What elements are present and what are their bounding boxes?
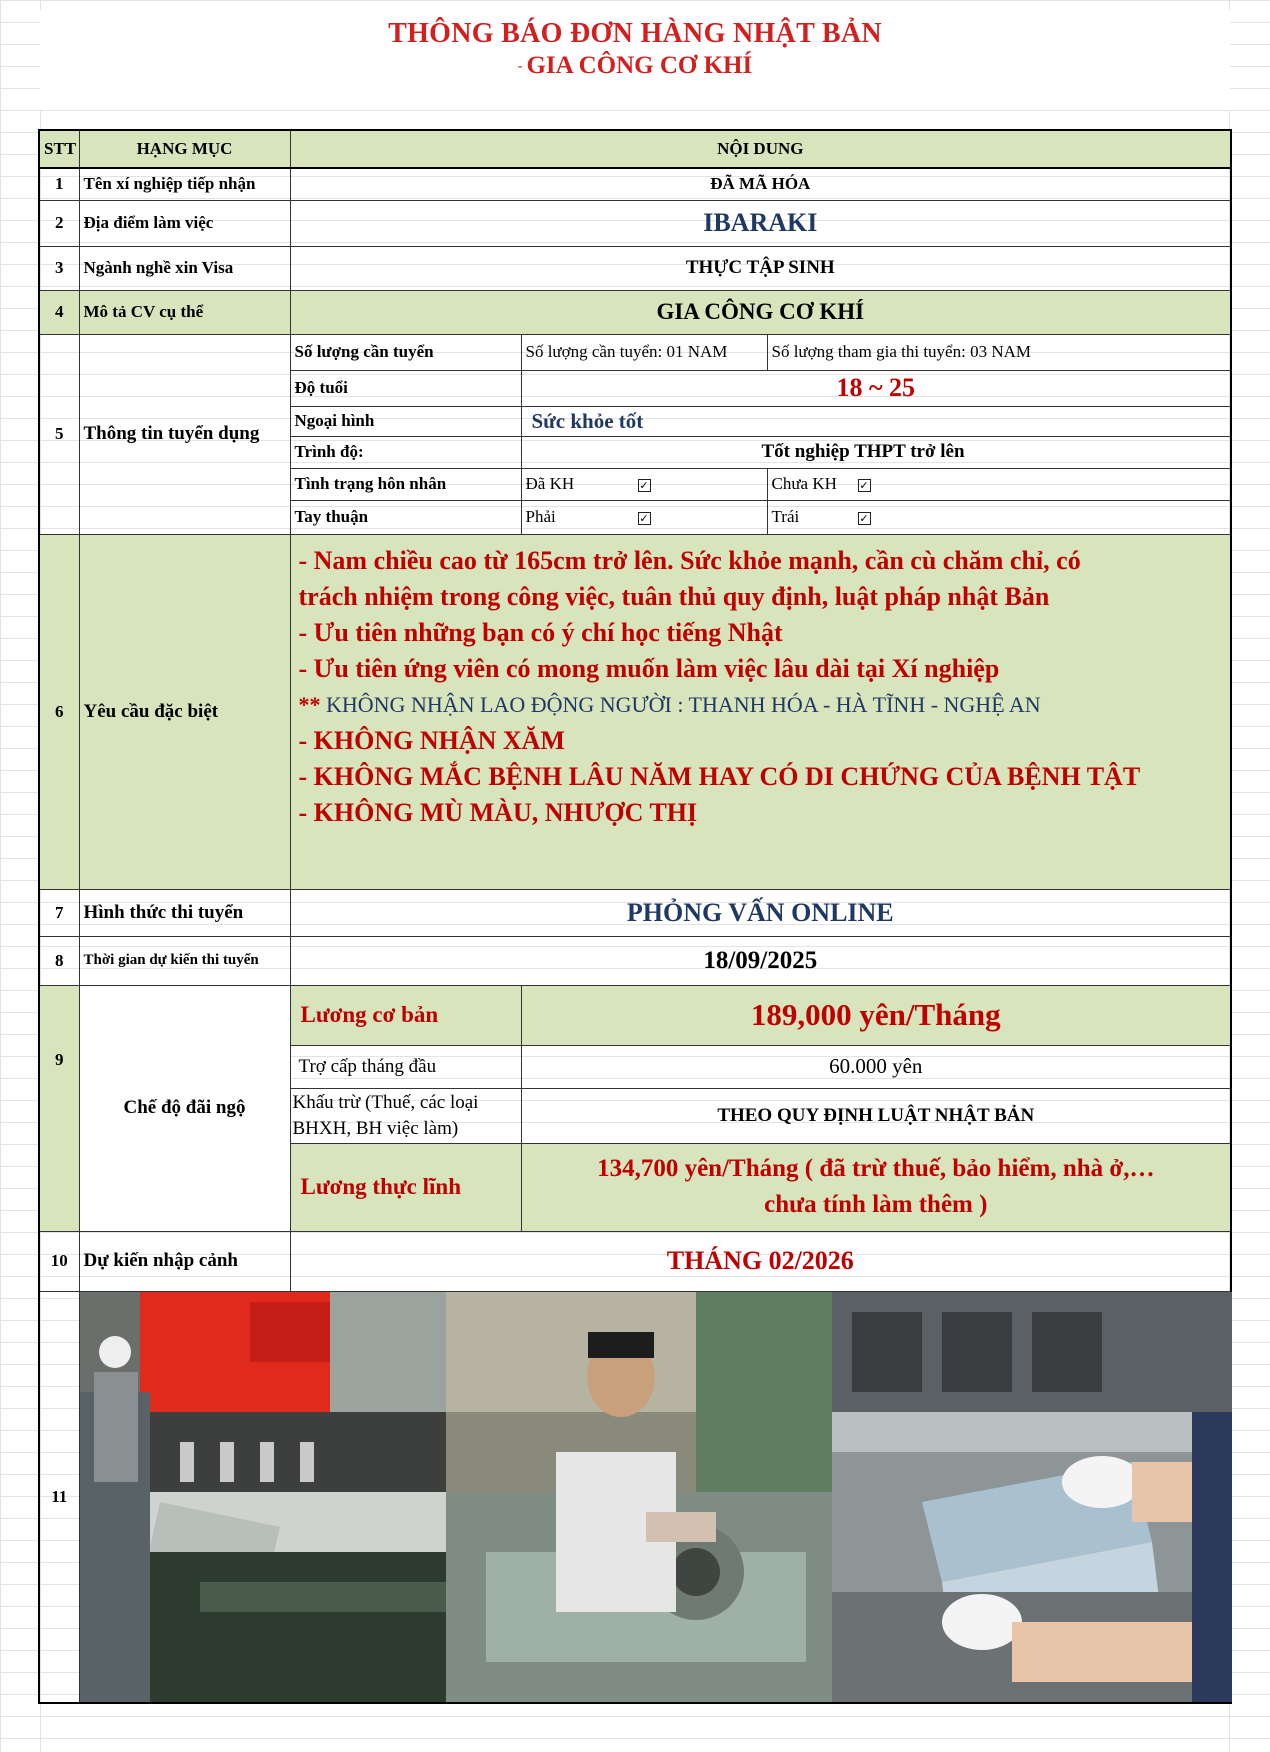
page-subtitle: [40, 52, 1230, 80]
photo-strip: [79, 1291, 1231, 1703]
table-row: [39, 290, 1231, 334]
subtitle-text: GIA CÔNG CƠ KHÍ: [526, 52, 753, 79]
row-label-recruitment: Thông tin tuyển dụng: [79, 334, 290, 534]
table-row: [39, 985, 1231, 1045]
special-requirements: [290, 534, 1231, 889]
special-line: trách nhiệm trong công việc, tuân thủ quy định, luật pháp nhật Bản: [298, 581, 1050, 611]
title-block: [40, 10, 1230, 110]
row-label-visa: Ngành nghề xin Visa: [79, 246, 290, 290]
company-value: ĐÃ MÃ HÓA: [290, 168, 1231, 200]
bending-photo: [832, 1292, 1232, 1702]
right-hand-checkbox-icon[interactable]: ✓: [639, 511, 649, 525]
row-number: 6: [39, 534, 79, 889]
row-number: 10: [39, 1231, 79, 1291]
married-checkbox-icon[interactable]: ✓: [639, 478, 649, 492]
married-option[interactable]: [521, 468, 767, 500]
deduction-label-line: BHXH, BH việc làm): [292, 1117, 459, 1139]
table-row: [39, 889, 1231, 936]
special-line: - Nam chiều cao từ 165cm trở lên. Sức khỏe mạnh, cần cù chăm chỉ, có: [298, 545, 1081, 575]
left-hand-checkbox-icon[interactable]: ✓: [859, 511, 869, 525]
table-row: [39, 168, 1231, 200]
row-number: 5: [39, 334, 79, 534]
quantity-needed: Số lượng cần tuyển: 01 NAM: [521, 334, 767, 370]
table-row: [39, 936, 1231, 985]
net-salary-value: [521, 1143, 1231, 1231]
row-label-exam-form: Hình thức thi tuyển: [79, 889, 290, 936]
special-line: - KHÔNG NHẬN XĂM: [298, 725, 565, 755]
row-label-special: Yêu cầu đặc biệt: [79, 534, 290, 889]
deduction-label-line: Khấu trừ (Thuế, các loại: [292, 1091, 479, 1113]
hand-label: Tay thuận: [290, 500, 521, 534]
deduction-label: [290, 1088, 521, 1143]
base-salary-label: Lương cơ bản: [290, 985, 521, 1045]
special-line: - Ưu tiên ứng viên có mong muốn làm việc lâu dài tại Xí nghiệp: [298, 653, 1000, 683]
row-label-company: Tên xí nghiệp tiếp nhận: [79, 168, 290, 200]
net-salary-label: Lương thực lĩnh: [290, 1143, 521, 1231]
quantity-exam: Số lượng tham gia thi tuyển: 03 NAM: [767, 334, 1231, 370]
allowance-label: Trợ cấp tháng đầu: [290, 1045, 521, 1088]
header-content: NỘI DUNG: [290, 130, 1231, 168]
age-label: Độ tuổi: [290, 370, 521, 406]
header-category: HẠNG MỤC: [79, 130, 290, 168]
table-row: [39, 200, 1231, 246]
net-salary-line: 134,700 yên/Tháng ( đã trừ thuế, bảo hiểm, nhà ở,…: [597, 1155, 1155, 1182]
subtitle-dash: -: [517, 59, 523, 75]
left-hand-label: Trái: [771, 507, 800, 526]
lathe-photo: [446, 1292, 832, 1702]
education-value: Tốt nghiệp THPT trở lên: [521, 436, 1231, 468]
row-label-entry: Dự kiến nhập cảnh: [79, 1231, 290, 1291]
table-row: [39, 534, 1231, 889]
row-label-job: Mô tả CV cụ thể: [79, 290, 290, 334]
row-number: 2: [39, 200, 79, 246]
row-label-benefits: Chế độ đãi ngộ: [79, 985, 290, 1231]
marital-label: Tình trạng hôn nhân: [290, 468, 521, 500]
table-row: [39, 1291, 1231, 1703]
base-salary-value: 189,000 yên/Tháng: [521, 985, 1231, 1045]
married-label: Đã KH: [525, 474, 575, 493]
exam-form-value: PHỎNG VẤN ONLINE: [290, 889, 1231, 936]
right-hand-label: Phải: [525, 507, 556, 526]
unmarried-label: Chưa KH: [771, 474, 837, 493]
row-number: 4: [39, 290, 79, 334]
page-title: THÔNG BÁO ĐƠN HÀNG NHẬT BẢN: [388, 18, 882, 49]
education-label: Trình độ:: [290, 436, 521, 468]
unmarried-checkbox-icon[interactable]: ✓: [859, 478, 869, 492]
special-line: - KHÔNG MẮC BỆNH LÂU NĂM HAY CÓ DI CHỨNG CỦA BỆNH TẬT: [298, 761, 1141, 791]
net-salary-line: chưa tính làm thêm ): [764, 1191, 988, 1218]
row-number: 8: [39, 936, 79, 985]
special-line: - KHÔNG MÙ MÀU, NHƯỢC THỊ: [298, 797, 698, 827]
special-line: - Ưu tiên những bạn có ý chí học tiếng Nhật: [298, 617, 783, 647]
table-row: [39, 246, 1231, 290]
table-row: [39, 1231, 1231, 1291]
right-hand-option[interactable]: [521, 500, 767, 534]
age-value: 18 ~ 25: [521, 370, 1231, 406]
visa-value: THỰC TẬP SINH: [290, 246, 1231, 290]
row-number: 11: [39, 1291, 79, 1703]
row-number: 9: [39, 985, 79, 1231]
header-stt: STT: [39, 130, 79, 168]
allowance-value: 60.000 yên: [521, 1045, 1231, 1088]
left-hand-option[interactable]: [767, 500, 1231, 534]
row-label-location: Địa điểm làm việc: [79, 200, 290, 246]
table-row: [39, 334, 1231, 370]
entry-value: THÁNG 02/2026: [290, 1231, 1231, 1291]
unmarried-option[interactable]: [767, 468, 1231, 500]
special-stars: **: [298, 691, 321, 717]
press-brake-photo: [80, 1292, 446, 1702]
special-region-text: KHÔNG NHẬN LAO ĐỘNG NGƯỜI : THANH HÓA - HÀ TĨNH - NGHỆ AN: [320, 691, 1041, 717]
row-number: 1: [39, 168, 79, 200]
appearance-label: Ngoại hình: [290, 406, 521, 436]
job-value: GIA CÔNG CƠ KHÍ: [290, 290, 1231, 334]
row-label-exam-date: Thời gian dự kiến thi tuyển: [79, 936, 290, 985]
table-header-row: [39, 130, 1231, 168]
location-value: IBARAKI: [290, 200, 1231, 246]
appearance-value: Sức khỏe tốt: [521, 406, 1231, 436]
row-number: 7: [39, 889, 79, 936]
exam-date-value: 18/09/2025: [290, 936, 1231, 985]
special-line-region: [299, 687, 1223, 723]
row-number: 3: [39, 246, 79, 290]
quantity-label: Số lượng cần tuyển: [290, 334, 521, 370]
deduction-value: THEO QUY ĐỊNH LUẬT NHẬT BẢN: [521, 1088, 1231, 1143]
order-table: [38, 129, 1232, 1704]
